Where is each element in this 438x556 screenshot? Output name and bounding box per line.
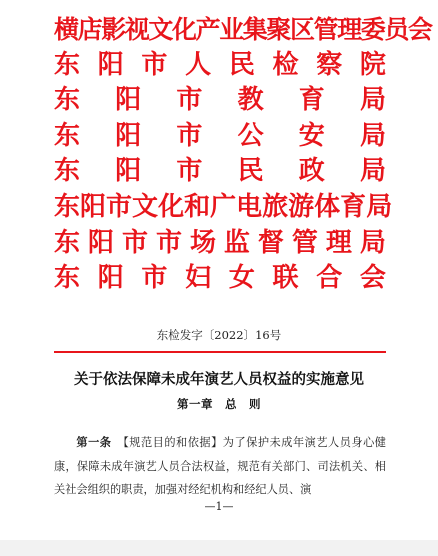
issuer-char: 政 <box>298 156 325 187</box>
issuer-char: 安 <box>298 120 325 151</box>
issuer-char: 阳 <box>80 191 107 222</box>
article-text: 为了保护未成年演艺人员身心健康，保障未成年演艺人员合法权益，规范有关部门、司法机关、相关社会组织的职责，加强对经纪机构和经纪人员、演 <box>54 436 386 496</box>
issuer-char: 市 <box>155 227 182 258</box>
issuer-char: 合 <box>316 263 343 294</box>
issuer-char: 妇 <box>185 263 212 294</box>
issuer-char: 民 <box>237 156 264 187</box>
issuer-char: 民 <box>228 49 255 80</box>
issuer-char: 东 <box>54 120 81 151</box>
issuer-char: 人 <box>185 49 212 80</box>
issuer-char: 检 <box>272 49 299 80</box>
issuer-char: 东 <box>54 49 81 80</box>
issuer-char: 东 <box>54 263 81 294</box>
issuer-char: 广 <box>210 191 237 222</box>
issuer-char: 化 <box>158 191 185 222</box>
issuer-char: 育 <box>340 191 367 222</box>
issuer-char: 局 <box>359 120 386 151</box>
issuer-line <box>54 190 393 226</box>
document-title: 关于依法保障未成年演艺人员权益的实施意见 <box>74 372 364 388</box>
issuer-char: 阳 <box>115 120 142 151</box>
issuer-char: 阳 <box>97 263 124 294</box>
issuer-char: 联 <box>272 263 299 294</box>
issuer-char: 电 <box>236 191 263 222</box>
issuer-char: 局 <box>359 227 386 258</box>
issuer-line <box>54 119 386 155</box>
issuer-char: 市 <box>176 156 203 187</box>
issuer-char: 东 <box>54 191 81 222</box>
issuer-char: 监 <box>223 227 250 258</box>
issuer-char: 督 <box>257 227 284 258</box>
issuer-line <box>54 261 386 297</box>
issuer-char: 市 <box>121 227 148 258</box>
issuer-line <box>54 83 386 119</box>
issuer-char: 文 <box>132 191 159 222</box>
document-number: 东检发字〔2022〕16号 <box>156 328 282 342</box>
article-paragraph <box>54 431 386 502</box>
issuer-line <box>54 154 386 190</box>
issuer-char: 体 <box>314 191 341 222</box>
issuer-char: 公 <box>237 120 264 151</box>
issuer-char: 院 <box>359 49 386 80</box>
issuer-char: 市 <box>141 263 168 294</box>
issuer-char: 阳 <box>97 49 124 80</box>
issuer-char: 东 <box>54 227 81 258</box>
red-divider-line <box>54 351 386 353</box>
issuer-char: 东 <box>54 85 81 116</box>
issuer-line: 横店影视文化产业集聚区管理委员会 <box>54 15 432 44</box>
issuer-line <box>54 226 386 262</box>
issuer-char: 教 <box>237 85 264 116</box>
issuer-char: 东 <box>54 156 81 187</box>
issuer-char: 阳 <box>115 85 142 116</box>
issuer-char: 女 <box>228 263 255 294</box>
issuer-char: 场 <box>189 227 216 258</box>
issuer-line <box>54 48 386 84</box>
issuer-char: 旅 <box>262 191 289 222</box>
issuer-char: 市 <box>141 49 168 80</box>
issuer-char: 游 <box>288 191 315 222</box>
issuer-char: 阳 <box>87 227 114 258</box>
issuer-char: 局 <box>366 191 393 222</box>
issuer-char: 育 <box>298 85 325 116</box>
issuer-char: 管 <box>291 227 318 258</box>
article-label: 第一条 <box>76 436 112 449</box>
issuer-char: 局 <box>359 156 386 187</box>
issuer-char: 察 <box>316 49 343 80</box>
chapter-heading: 第一章 总 则 <box>177 397 261 411</box>
issuer-list <box>54 12 432 297</box>
issuer-char: 会 <box>359 263 386 294</box>
issuer-char: 市 <box>106 191 133 222</box>
issuer-char: 阳 <box>115 156 142 187</box>
issuer-char: 市 <box>176 85 203 116</box>
issuer-char: 市 <box>176 120 203 151</box>
article-heading: 【规范目的和依据】 <box>123 436 223 449</box>
issuer-char: 和 <box>184 191 211 222</box>
page-number: —1— <box>204 500 234 513</box>
issuer-char: 局 <box>359 85 386 116</box>
issuer-char: 理 <box>325 227 352 258</box>
